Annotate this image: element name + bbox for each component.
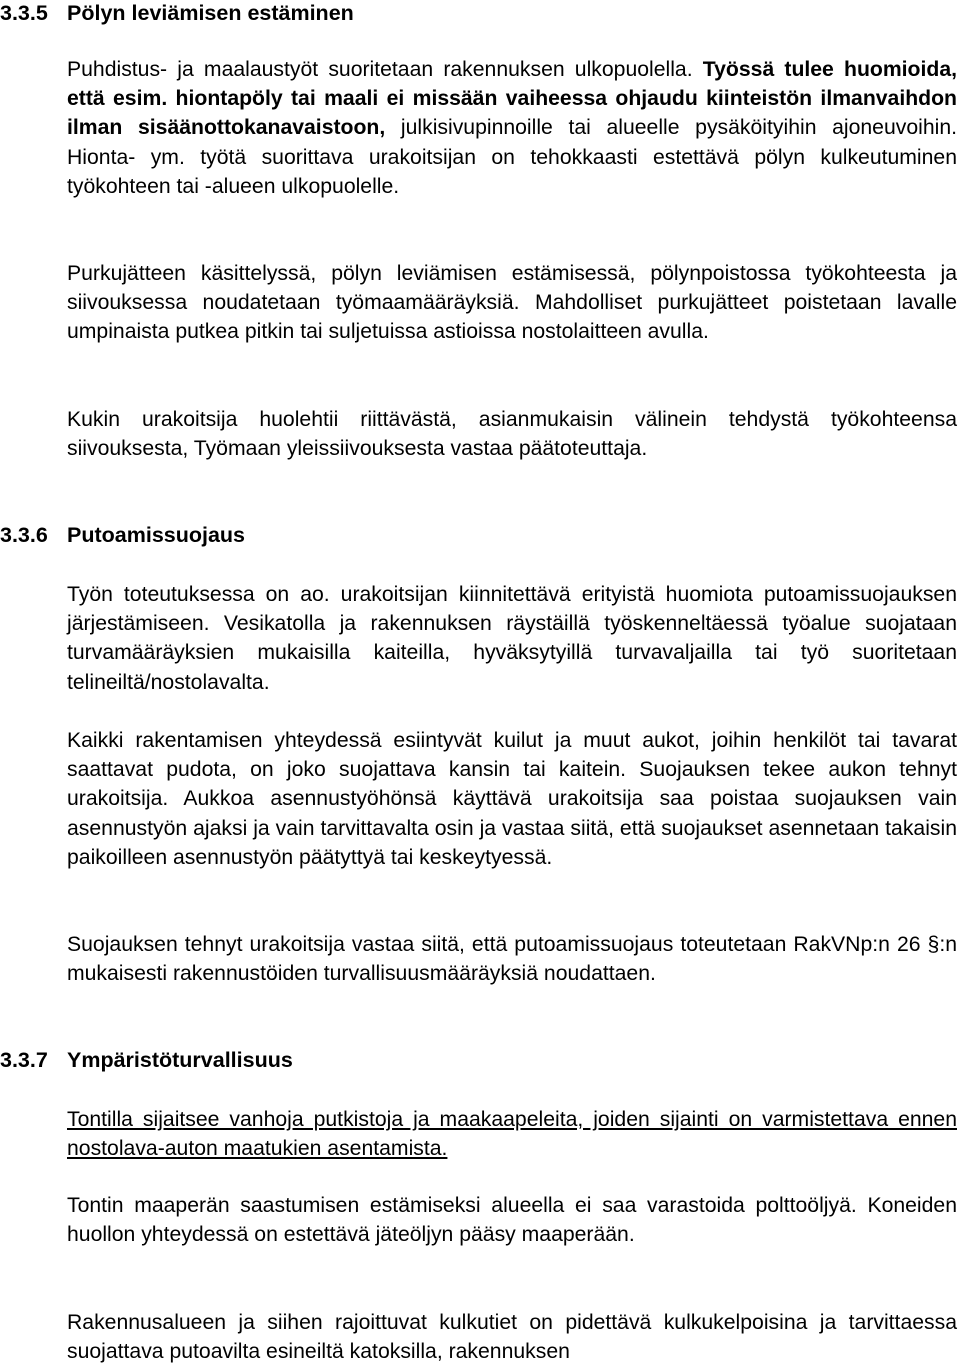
paragraph	[67, 726, 957, 872]
text-segment: Kaikki rakentamisen yhteydessä esiintyvät kuilut ja muut aukot, joihin henkilöt tai tavarat saattavat pudota, on joko suojattava kansin tai kaitein. Suojauksen tekee aukon tehnyt urakoitsija. Aukkoa asennustyöhönsä käyttävä urakoitsija saa poistaa suojauksen vain asennustyön ajaksi ja vain tarvittavalta osin ja vastaa siitä, että suojaukset asennetaan takaisin paikoilleen asennustyön päätyttyä tai keskeytyessä.	[67, 729, 957, 869]
paragraph	[67, 55, 957, 201]
paragraph	[67, 1105, 957, 1163]
text-segment: Purkujätteen käsittelyssä, pölyn leviämisen estämisessä, pölynpoistossa työkohteesta ja siivouksessa noudatetaan työmaamääräyksiä. Mahdolliset purkujätteet poistetaan lavalle umpinaista putkea pitkin tai suljetuissa astioissa nostolaitteen avulla.	[67, 262, 957, 344]
paragraph	[67, 1308, 957, 1366]
underlined-text-segment: Tontilla sijaitsee vanhoja putkistoja ja maakaapeleita, joiden sijainti on varmistettava ennen nostolava-auton maatukien asentamista.	[67, 1108, 957, 1161]
section-number: 3.3.5	[0, 1, 48, 25]
text-segment: julkisivupinnoille tai alueelle pysäköityihin ajoneuvoihin. Hionta- ym. työtä suorittava urakoitsijan on tehokkaasti estettävä pölyn kulkeutuminen työkohteen tai -alueen ulkopuolelle.	[67, 116, 957, 198]
section-title: Ympäristöturvallisuus	[67, 1048, 293, 1072]
text-segment: Tontin maaperän saastumisen estämiseksi alueella ei saa varastoida polttoöljyä. Koneiden huollon yhteydessä on estettävä jäteöljyn pääsy maaperään.	[67, 1194, 957, 1247]
text-segment: Kukin urakoitsija huolehtii riittävästä, asianmukaisin välinein tehdystä työkohteensa siivouksesta, Työmaan yleissiivouksesta vastaa päätoteuttaja.	[67, 408, 957, 461]
paragraph	[67, 930, 957, 988]
bold-text-segment: Työssä tulee huomioida, että esim. hiontapöly tai maali ei missään vaiheessa ohjaudu kiinteistön ilmanvaihdon ilman sisäänottokanavaistoon,	[67, 58, 958, 140]
text-segment: Rakennusalueen ja siihen rajoittuvat kulkutiet on pidettävä kulkukelpoisina ja tarvittaessa suojattava putoavilta esineiltä katoksilla, rakennuksen	[67, 1311, 957, 1364]
paragraph	[67, 259, 957, 347]
section-title: Putoamissuojaus	[67, 523, 246, 547]
section-heading-3-3-6	[0, 522, 245, 548]
paragraph	[67, 405, 957, 463]
paragraph	[67, 580, 957, 697]
section-heading-3-3-7	[0, 1047, 293, 1073]
section-title: Pölyn leviämisen estäminen	[67, 1, 354, 25]
section-number: 3.3.7	[0, 1048, 48, 1072]
text-segment: Suojauksen tehnyt urakoitsija vastaa siitä, että putoamissuojaus toteutetaan RakVNp:n 26 §:n mukaisesti rakennustöiden turvallisuusmääräyksiä noudattaen.	[67, 933, 957, 986]
section-number: 3.3.6	[0, 523, 48, 547]
text-segment: Työn toteutuksessa on ao. urakoitsijan kiinnitettävä erityistä huomiota putoamissuojauksen järjestämiseen. Vesikatolla ja rakennuksen räystäillä työskenneltäessä työalue suojataan turvamääräyksien mukaisilla kaiteilla, hyväksytyillä turvavaljailla tai työ suoritetaan telineiltä/nostolavalta.	[67, 583, 957, 694]
text-segment: Puhdistus- ja maalaustyöt suoritetaan rakennuksen ulkopuolella.	[67, 58, 703, 81]
paragraph	[67, 1191, 957, 1249]
section-heading-3-3-5	[0, 0, 354, 26]
